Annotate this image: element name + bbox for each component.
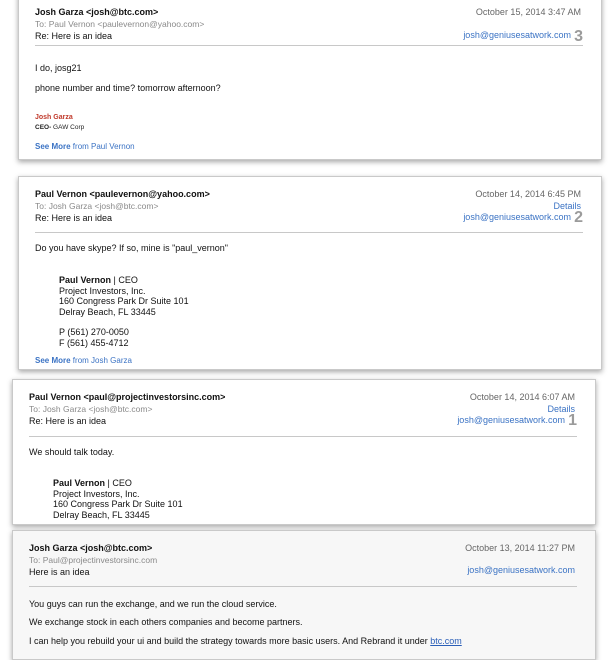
signature-fax: F (561) 455-4712 <box>59 337 129 348</box>
message-number: 1 <box>568 412 577 429</box>
email-message-original <box>12 530 596 660</box>
subject: Re: Here is an idea <box>29 416 107 426</box>
signature-title: CEO- GAW Corp <box>35 124 85 131</box>
email-message-3 <box>18 0 602 160</box>
see-more-link[interactable]: See More from Josh Garza <box>35 356 132 365</box>
email-message-1 <box>12 379 596 525</box>
body-line: We exchange stock in each others companies and become partners. <box>29 617 303 627</box>
signature-name: Paul Vernon <box>53 478 106 488</box>
divider <box>35 45 583 46</box>
account-link[interactable]: josh@geniusesatwork.com <box>463 212 571 222</box>
sender: Josh Garza <josh@btc.com> <box>29 543 153 553</box>
recipient: To: Paul@projectinvestorsinc.com <box>29 555 158 565</box>
signature-role: | CEO <box>105 478 132 488</box>
body-line: phone number and time? tomorrow afternoon? <box>35 83 221 93</box>
signature <box>59 275 189 348</box>
body-line: You guys can run the exchange, and we run the cloud service. <box>29 599 277 609</box>
subject: Re: Here is an idea <box>35 31 113 41</box>
message-number: 3 <box>574 28 583 45</box>
body-line: I can help you rebuild your ui and build the strategy towards more basic users. And Rebrand it under btc.com <box>29 636 462 646</box>
body-line: Do you have skype? If so, mine is "paul_vernon" <box>35 243 228 253</box>
btc-link[interactable]: btc.com <box>430 636 462 646</box>
email-message-2 <box>18 176 602 370</box>
recipient: To: Josh Garza <josh@btc.com> <box>29 404 153 414</box>
recipient: To: Paul Vernon <paulevernon@yahoo.com> <box>35 19 205 29</box>
signature-line: 160 Congress Park Dr Suite 101 <box>53 499 183 509</box>
signature-line: Project Investors, Inc. <box>59 285 146 296</box>
divider <box>29 436 577 437</box>
account-link[interactable]: josh@geniusesatwork.com <box>463 30 571 40</box>
body-line: I do, josg21 <box>35 63 82 73</box>
details-link[interactable]: Details <box>553 201 581 211</box>
message-number: 2 <box>574 209 583 226</box>
recipient: To: Josh Garza <josh@btc.com> <box>35 201 159 211</box>
signature-line: 160 Congress Park Dr Suite 101 <box>59 296 189 306</box>
account-link[interactable]: josh@geniusesatwork.com <box>467 565 575 575</box>
signature-line: Project Investors, Inc. <box>53 488 140 499</box>
account-link[interactable]: josh@geniusesatwork.com <box>457 415 565 425</box>
sender: Paul Vernon <paul@projectinvestorsinc.com> <box>29 392 226 402</box>
signature-line: Delray Beach, FL 33445 <box>59 306 156 317</box>
divider <box>35 232 583 233</box>
signature-line: Delray Beach, FL 33445 <box>53 509 150 520</box>
date: October 15, 2014 3:47 AM <box>475 7 581 17</box>
date: October 13, 2014 11:27 PM <box>465 543 575 553</box>
date: October 14, 2014 6:07 AM <box>469 392 575 402</box>
sender: Josh Garza <josh@btc.com> <box>35 7 159 17</box>
subject: Re: Here is an idea <box>35 213 113 223</box>
subject: Here is an idea <box>29 567 90 577</box>
body-line: We should talk today. <box>29 447 115 457</box>
signature-name: Josh Garza <box>35 114 73 121</box>
signature <box>53 478 183 520</box>
see-more-link[interactable]: See More from Paul Vernon <box>35 142 135 151</box>
signature-role: | CEO <box>111 275 138 285</box>
details-link[interactable]: Details <box>547 404 575 414</box>
divider <box>29 586 577 587</box>
signature-phone: P (561) 270-0050 <box>59 327 129 337</box>
date: October 14, 2014 6:45 PM <box>475 189 581 199</box>
signature-name: Paul Vernon <box>59 275 112 285</box>
sender: Paul Vernon <paulevernon@yahoo.com> <box>35 189 210 199</box>
